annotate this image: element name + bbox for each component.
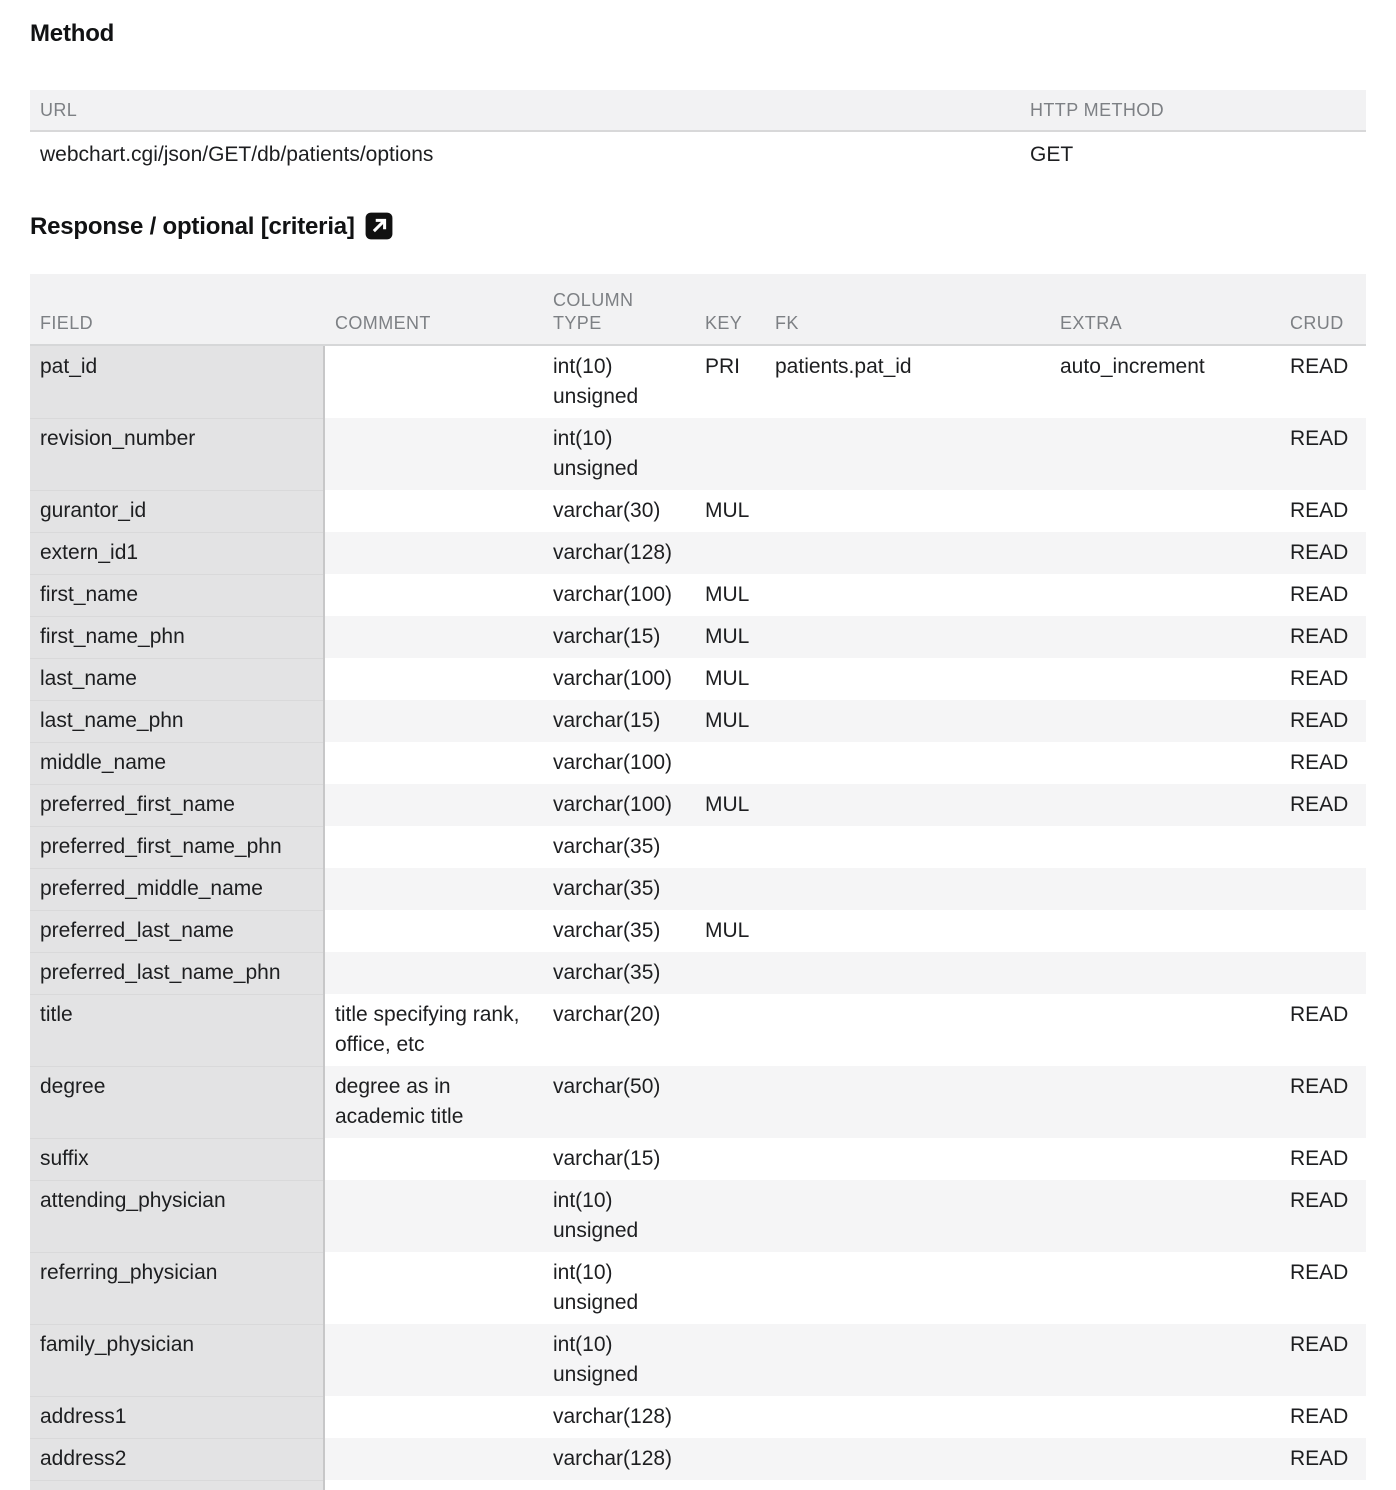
cell-comment: [325, 490, 543, 532]
cell-column-type: varchar(15): [553, 625, 661, 648]
cell-crud: READ: [1290, 1261, 1349, 1284]
cell-column-type: varchar(30): [553, 499, 661, 522]
cell-column-type: varchar(15): [553, 709, 661, 732]
cell-comment: [325, 574, 543, 616]
cell-extra: [1050, 490, 1280, 532]
cell-column-type: varchar(100): [553, 667, 673, 690]
response-heading-label: Response / optional [criteria]: [30, 212, 355, 240]
cell-extra: [1050, 994, 1280, 1066]
cell-comment: [325, 1252, 543, 1324]
table-row: [30, 346, 1366, 418]
cell-column-type: int(10) unsigned: [553, 427, 639, 480]
cell-key: [695, 952, 765, 994]
cell-crud: READ: [1290, 1189, 1349, 1212]
table-row: [30, 616, 1366, 658]
fields-table-body: [30, 346, 1366, 1480]
cell-key: [695, 532, 765, 574]
crud-column-header: CRUD: [1290, 313, 1344, 333]
cell-crud: READ: [1290, 793, 1349, 816]
cell-crud: READ: [1290, 667, 1349, 690]
key-column-header: KEY: [705, 313, 743, 333]
cell-key: [695, 994, 765, 1066]
cell-extra: [1050, 1324, 1280, 1396]
cell-key: [695, 742, 765, 784]
cell-crud: READ: [1290, 1003, 1349, 1026]
cell-key: [695, 826, 765, 868]
cell-key: MUL: [705, 793, 750, 816]
cell-extra: [1050, 574, 1280, 616]
cell-key: MUL: [705, 625, 750, 648]
cell-column-type: int(10) unsigned: [553, 1333, 639, 1386]
cell-extra: [1050, 1138, 1280, 1180]
table-row: [30, 490, 1366, 532]
table-row: [30, 1324, 1366, 1396]
cell-key: MUL: [705, 709, 750, 732]
cell-field: title: [30, 994, 325, 1066]
method-heading: Method: [30, 20, 115, 47]
cell-field: last_name: [30, 658, 325, 700]
table-row: [30, 532, 1366, 574]
response-heading: [30, 212, 1366, 240]
cell-fk: [765, 952, 1050, 994]
cell-extra: [1050, 910, 1280, 952]
table-row: [30, 574, 1366, 616]
cell-key: [695, 868, 765, 910]
cell-key: [695, 1396, 765, 1438]
cell-column-type: int(10) unsigned: [553, 1189, 639, 1242]
cell-crud: READ: [1290, 499, 1349, 522]
cell-field: preferred_first_name_phn: [30, 826, 325, 868]
cell-key: [695, 418, 765, 490]
cell-column-type: varchar(100): [553, 793, 673, 816]
cell-extra: [1050, 1066, 1280, 1138]
cell-field: attending_physician: [30, 1180, 325, 1252]
cell-column-type: varchar(20): [553, 1003, 661, 1026]
method-table-row: [30, 132, 1366, 178]
table-row: [30, 700, 1366, 742]
table-row: [30, 868, 1366, 910]
cell-field: pat_id: [30, 346, 325, 418]
cell-fk: [765, 1252, 1050, 1324]
cell-comment: [325, 784, 543, 826]
method-table: [30, 90, 1366, 178]
cell-key: [695, 1438, 765, 1480]
cell-column-type: varchar(35): [553, 877, 661, 900]
cell-comment: [325, 1138, 543, 1180]
cell-fk: [765, 784, 1050, 826]
cell-extra: [1050, 1180, 1280, 1252]
cell-crud: READ: [1290, 427, 1349, 450]
cell-comment: [325, 910, 543, 952]
cell-column-type: int(10) unsigned: [553, 355, 639, 408]
cell-key: [695, 1252, 765, 1324]
cell-field: extern_id1: [30, 532, 325, 574]
cell-fk: [765, 532, 1050, 574]
cell-field: address1: [30, 1396, 325, 1438]
cell-key: MUL: [705, 919, 750, 942]
cell-extra: [1050, 826, 1280, 868]
cell-extra: [1050, 868, 1280, 910]
cell-crud: READ: [1290, 1147, 1349, 1170]
cell-crud: READ: [1290, 541, 1349, 564]
table-row: [30, 952, 1366, 994]
cell-fk: [765, 826, 1050, 868]
cell-extra: [1050, 784, 1280, 826]
cell-column-type: varchar(50): [553, 1075, 661, 1098]
cell-column-type: varchar(35): [553, 961, 661, 984]
table-row: [30, 1438, 1366, 1480]
cell-key: MUL: [705, 583, 750, 606]
cell-column-type: varchar(128): [553, 1447, 673, 1470]
cell-column-type: int(10) unsigned: [553, 1261, 639, 1314]
cell-key: MUL: [705, 667, 750, 690]
cell-fk: [765, 1180, 1050, 1252]
cell-comment: [325, 742, 543, 784]
cell-fk: [765, 910, 1050, 952]
fields-table: [30, 274, 1366, 1490]
cell-comment: [325, 658, 543, 700]
cell-fk: [765, 616, 1050, 658]
table-row: [30, 1252, 1366, 1324]
cell-comment: [325, 826, 543, 868]
external-link-icon[interactable]: [365, 212, 393, 240]
cell-field: family_physician: [30, 1324, 325, 1396]
cell-fk: [765, 868, 1050, 910]
cell-field: revision_number: [30, 418, 325, 490]
cell-crud: [1280, 910, 1366, 952]
cell-crud: READ: [1290, 1075, 1349, 1098]
cell-crud: [1280, 826, 1366, 868]
cell-extra: [1050, 616, 1280, 658]
cell-column-type: varchar(100): [553, 751, 673, 774]
table-row: [30, 826, 1366, 868]
cell-field: preferred_last_name_phn: [30, 952, 325, 994]
cell-fk: [765, 1396, 1050, 1438]
table-row: [30, 418, 1366, 490]
cell-extra: auto_increment: [1060, 355, 1205, 378]
cell-extra: [1050, 1396, 1280, 1438]
cell-column-type: varchar(128): [553, 541, 673, 564]
cell-comment: [325, 616, 543, 658]
cell-fk: [765, 994, 1050, 1066]
url-column-header: URL: [40, 100, 78, 120]
cell-comment: degree as in academic title: [335, 1075, 464, 1128]
cell-comment: [325, 868, 543, 910]
cell-crud: READ: [1290, 751, 1349, 774]
cell-crud: READ: [1290, 709, 1349, 732]
cell-comment: [325, 346, 543, 418]
cell-extra: [1050, 1252, 1280, 1324]
cell-extra: [1050, 700, 1280, 742]
cell-fk: [765, 742, 1050, 784]
cell-field: referring_physician: [30, 1252, 325, 1324]
cell-crud: READ: [1290, 1333, 1349, 1356]
http-method-column-header: HTTP METHOD: [1030, 100, 1165, 120]
cell-fk: [765, 1066, 1050, 1138]
cell-extra: [1050, 742, 1280, 784]
cell-comment: title specifying rank, office, etc: [335, 1003, 520, 1056]
cell-fk: [765, 574, 1050, 616]
cell-field: first_name: [30, 574, 325, 616]
table-row: [30, 1396, 1366, 1438]
cell-field: preferred_middle_name: [30, 868, 325, 910]
cell-comment: [325, 1180, 543, 1252]
table-row: [30, 994, 1366, 1066]
cell-key: [695, 1180, 765, 1252]
method-table-header: [30, 90, 1366, 132]
cell-column-type: varchar(100): [553, 583, 673, 606]
cell-crud: READ: [1290, 355, 1349, 378]
cell-column-type: varchar(128): [553, 1405, 673, 1428]
cell-crud: READ: [1290, 1405, 1349, 1428]
extra-column-header: EXTRA: [1060, 313, 1123, 333]
cell-fk: [765, 418, 1050, 490]
cell-column-type: varchar(15): [553, 1147, 661, 1170]
cell-fk: [765, 700, 1050, 742]
cell-extra: [1050, 1438, 1280, 1480]
cell-crud: READ: [1290, 583, 1349, 606]
cell-field: last_name_phn: [30, 700, 325, 742]
url-value: webchart.cgi/json/GET/db/patients/options: [40, 143, 434, 166]
cell-fk: [765, 1138, 1050, 1180]
cell-field: suffix: [30, 1138, 325, 1180]
cell-comment: [325, 1438, 543, 1480]
table-row: [30, 910, 1366, 952]
table-row: [30, 784, 1366, 826]
cell-key: [695, 1066, 765, 1138]
cell-comment: [325, 1396, 543, 1438]
cell-crud: READ: [1290, 1447, 1349, 1470]
cell-key: PRI: [705, 355, 741, 378]
cell-comment: [325, 1324, 543, 1396]
column-type-column-header: COLUMN TYPE: [553, 290, 634, 333]
cell-column-type: varchar(35): [553, 919, 661, 942]
fk-column-header: FK: [775, 313, 799, 333]
cell-comment: [325, 532, 543, 574]
cell-field: address2: [30, 1438, 325, 1480]
cell-field: middle_name: [30, 742, 325, 784]
cell-crud: [1280, 868, 1366, 910]
comment-column-header: COMMENT: [335, 313, 431, 333]
cell-key: MUL: [705, 499, 750, 522]
cell-column-type: varchar(35): [553, 835, 661, 858]
cell-crud: READ: [1290, 625, 1349, 648]
table-row: [30, 1066, 1366, 1138]
fields-table-header: [30, 274, 1366, 346]
cell-fk: [765, 658, 1050, 700]
cell-field: gurantor_id: [30, 490, 325, 532]
cell-key: [695, 1324, 765, 1396]
table-row: [30, 1180, 1366, 1252]
table-row: [30, 658, 1366, 700]
cell-field: preferred_first_name: [30, 784, 325, 826]
cell-fk: patients.pat_id: [775, 355, 912, 378]
table-row: [30, 742, 1366, 784]
cell-field: preferred_last_name: [30, 910, 325, 952]
cell-field: first_name_phn: [30, 616, 325, 658]
cell-comment: [325, 700, 543, 742]
cell-crud: [1280, 952, 1366, 994]
http-method-value: GET: [1030, 143, 1074, 166]
cell-comment: [325, 418, 543, 490]
cell-extra: [1050, 532, 1280, 574]
cell-fk: [765, 1438, 1050, 1480]
cell-extra: [1050, 418, 1280, 490]
field-column-header: FIELD: [40, 313, 94, 333]
table-row: [30, 1138, 1366, 1180]
cell-comment: [325, 952, 543, 994]
cell-fk: [765, 1324, 1050, 1396]
cell-key: [695, 1138, 765, 1180]
cell-extra: [1050, 952, 1280, 994]
cell-field: degree: [30, 1066, 325, 1138]
cell-extra: [1050, 658, 1280, 700]
cell-fk: [765, 490, 1050, 532]
